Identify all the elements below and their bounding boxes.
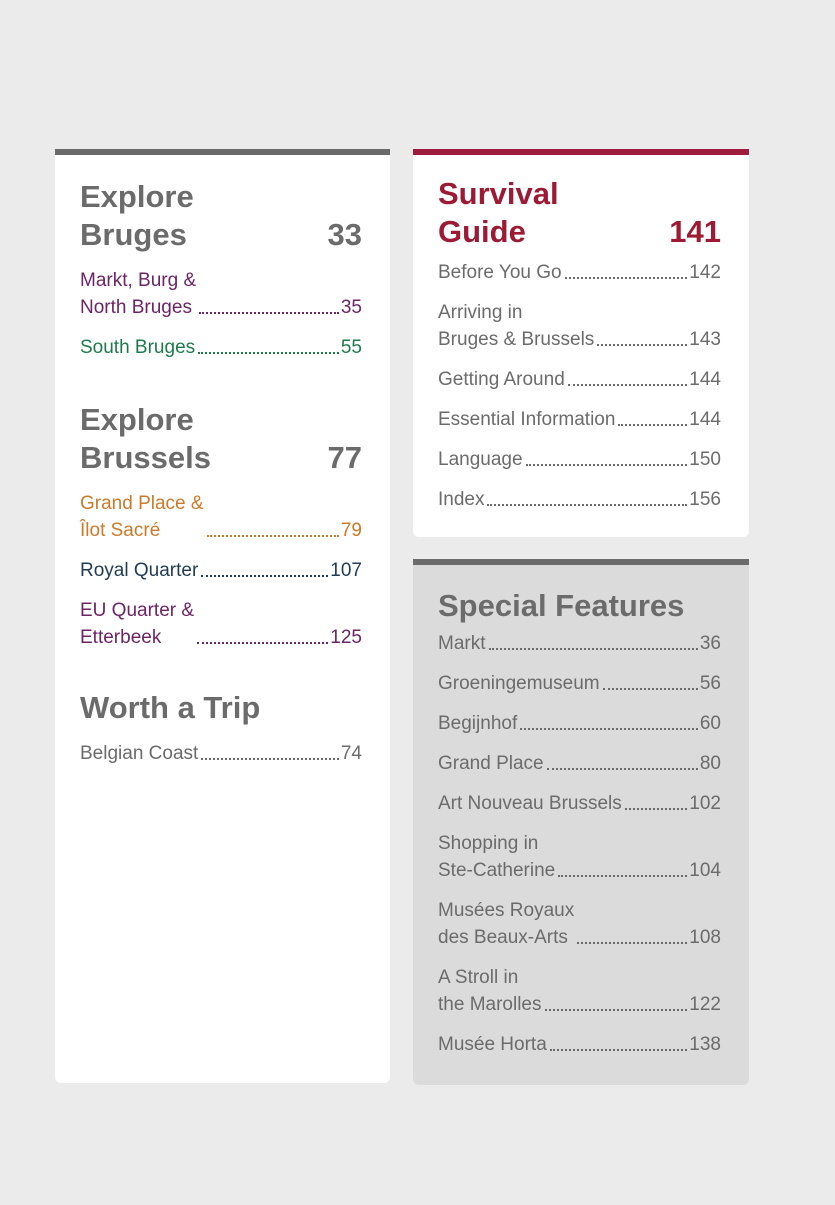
leader-dots — [545, 1009, 688, 1011]
toc-entry-page: 144 — [689, 369, 721, 390]
toc-entry-label: Art Nouveau Brussels — [438, 793, 622, 814]
toc-entry-label: Markt — [438, 633, 486, 654]
toc-entry-label: A Stroll in the Marolles — [438, 967, 542, 1015]
toc-entry-page: 144 — [689, 409, 721, 430]
toc-entry-page: 104 — [689, 860, 721, 881]
toc-entry[interactable] — [438, 897, 721, 951]
toc-entry-page: 138 — [689, 1034, 721, 1055]
toc-entry[interactable] — [80, 597, 362, 651]
leader-dots — [197, 642, 328, 644]
section-worth-a-trip[interactable] — [80, 689, 362, 727]
toc-entry-label: Arriving in Bruges & Brussels — [438, 302, 595, 350]
toc-entry-label: EU Quarter & Etterbeek — [80, 600, 195, 648]
toc-entry[interactable] — [438, 964, 721, 1018]
toc-entry-label: Grand Place — [438, 753, 544, 774]
leader-dots — [568, 384, 688, 386]
leader-dots — [565, 277, 688, 279]
toc-entry-page: 107 — [330, 560, 362, 581]
section-explore-brussels[interactable] — [80, 401, 362, 477]
toc-entry[interactable] — [438, 710, 721, 737]
survival-guide-panel — [413, 149, 749, 537]
section-title: Survival Guide — [438, 176, 559, 249]
toc-entry[interactable] — [80, 740, 362, 767]
toc-entry[interactable] — [438, 670, 721, 697]
toc-entry-page: 108 — [689, 927, 721, 948]
toc-entry-label: Begijnhof — [438, 713, 518, 734]
leader-dots — [201, 758, 339, 760]
toc-entry-label: Shopping in Ste-Catherine — [438, 833, 556, 881]
toc-entry[interactable] — [438, 366, 721, 393]
leader-dots — [198, 352, 339, 354]
leader-dots — [547, 768, 698, 770]
section-title: Special Features — [438, 588, 685, 623]
toc-entry-label: Musées Royaux des Beaux-Arts — [438, 900, 575, 948]
toc-entry-label: Musée Horta — [438, 1034, 547, 1055]
toc-entry-page: 80 — [699, 753, 721, 774]
toc-entry-label: Royal Quarter — [80, 560, 199, 581]
toc-entry-label: Before You Go — [438, 262, 562, 283]
leader-dots — [526, 464, 688, 466]
toc-entry-page: 102 — [689, 793, 721, 814]
leader-dots — [207, 535, 339, 537]
toc-entry-label: Essential Information — [438, 409, 616, 430]
section-survival-guide[interactable] — [438, 175, 721, 251]
section-explore-bruges[interactable] — [80, 178, 362, 254]
leader-dots — [625, 808, 688, 810]
toc-entry-page: 36 — [699, 633, 721, 654]
toc-entry[interactable] — [438, 790, 721, 817]
toc-entry-page: 56 — [699, 673, 721, 694]
toc-entry[interactable] — [438, 486, 721, 513]
toc-entry-page: 55 — [340, 337, 362, 358]
toc-entry[interactable] — [438, 406, 721, 433]
toc-entry[interactable] — [438, 446, 721, 473]
leader-dots — [520, 728, 698, 730]
toc-entry-label: Grand Place & Îlot Sacré — [80, 493, 204, 541]
leader-dots — [577, 942, 687, 944]
toc-entry-label: Belgian Coast — [80, 743, 199, 764]
section-title: Explore Bruges — [80, 179, 194, 252]
toc-entry[interactable] — [80, 557, 362, 584]
toc-entry-page: 60 — [699, 713, 721, 734]
leader-dots — [487, 504, 687, 506]
toc-entry[interactable] — [80, 490, 362, 544]
leader-dots — [603, 688, 698, 690]
special-features-panel — [413, 559, 749, 1085]
toc-entry-label: Language — [438, 449, 523, 470]
toc-entry-page: 79 — [340, 520, 362, 541]
toc-entry-page: 142 — [689, 262, 721, 283]
leader-dots — [489, 648, 698, 650]
leader-dots — [550, 1049, 688, 1051]
leader-dots — [558, 875, 687, 877]
section-page: 141 — [669, 214, 721, 249]
toc-entry-page: 35 — [340, 297, 362, 318]
toc-entry[interactable] — [438, 259, 721, 286]
leader-dots — [597, 344, 687, 346]
explore-panel — [55, 149, 390, 1083]
section-title: Worth a Trip — [80, 690, 261, 725]
leader-dots — [618, 424, 687, 426]
toc-entry[interactable] — [438, 750, 721, 777]
toc-entry-page: 143 — [689, 329, 721, 350]
toc-entry-page: 156 — [689, 489, 721, 510]
toc-entry-label: Getting Around — [438, 369, 565, 390]
section-special-features[interactable] — [438, 587, 721, 625]
toc-entry[interactable] — [80, 267, 362, 321]
leader-dots — [199, 312, 339, 314]
toc-entry[interactable] — [438, 1031, 721, 1058]
toc-entry[interactable] — [438, 299, 721, 353]
toc-entry-page: 74 — [340, 743, 362, 764]
toc-entry-page: 122 — [689, 994, 721, 1015]
toc-entry-label: Index — [438, 489, 485, 510]
toc-entry-page: 150 — [689, 449, 721, 470]
section-page: 33 — [327, 217, 362, 252]
section-title: Explore Brussels — [80, 402, 211, 475]
leader-dots — [201, 575, 328, 577]
toc-entry[interactable] — [438, 630, 721, 657]
toc-entry[interactable] — [438, 830, 721, 884]
toc-entry[interactable] — [80, 334, 362, 361]
toc-entry-label: Markt, Burg & North Bruges — [80, 270, 197, 318]
toc-entry-page: 125 — [330, 627, 362, 648]
toc-entry-label: South Bruges — [80, 337, 196, 358]
toc-entry-label: Groeningemuseum — [438, 673, 600, 694]
section-page: 77 — [327, 440, 362, 475]
